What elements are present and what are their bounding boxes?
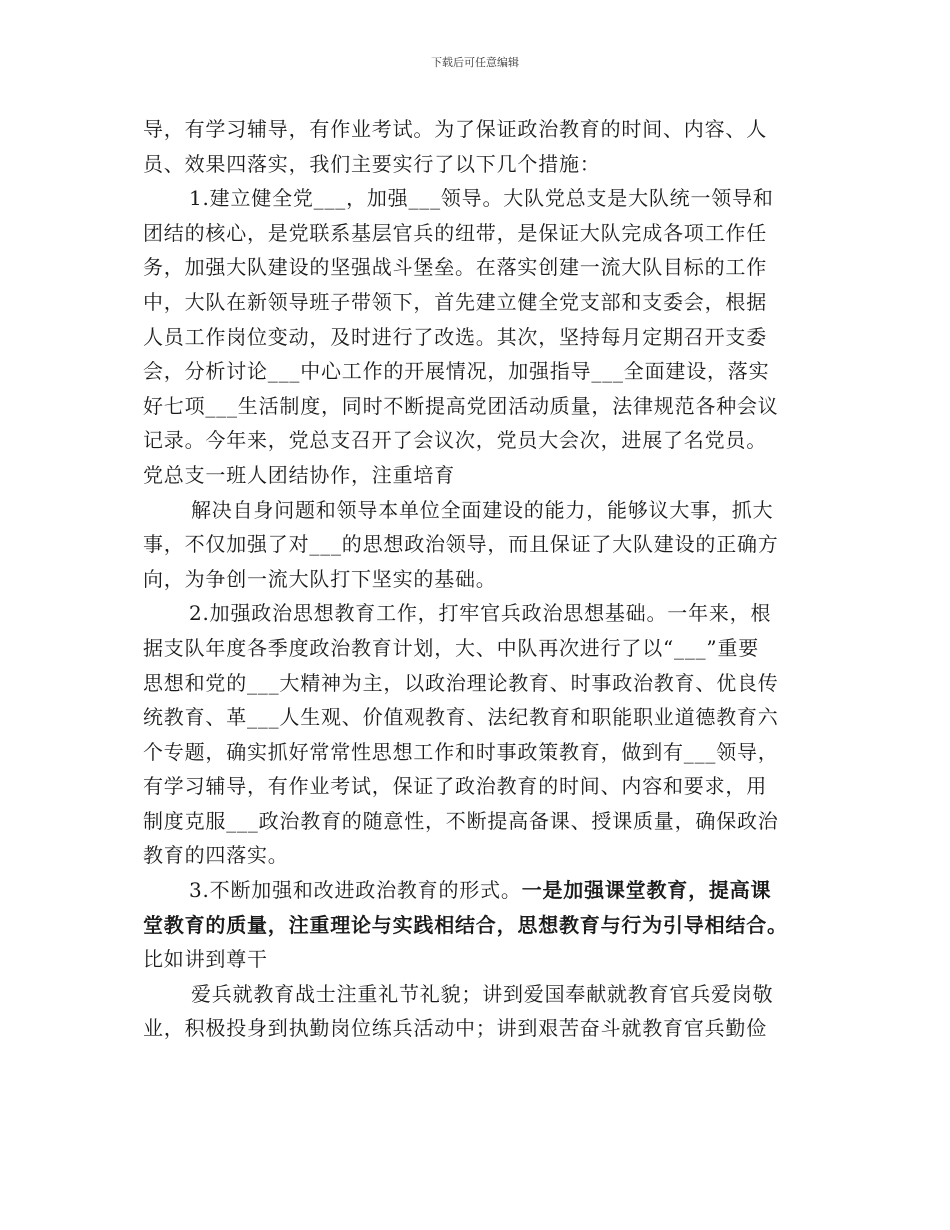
text-line: 爱兵就教育战士注重礼节礼貌；讲到爱国奉献就教育官兵爱岗敬 [191,981,774,1006]
text-line: 据支队年度各季度政治教育计划，大、中队再次进行了以“___”重要 [143,635,760,660]
text-line: 个专题，确实抓好常常性思想工作和时事政策教育，做到有___领导， [143,739,779,764]
text-line: 好七项___生活制度，同时不断提高党团活动质量，法律规范各种会议 [143,393,779,418]
text-line: 制度克服___政治教育的随意性，不断提高备课、授课质量，确保政治 [143,808,779,833]
text-line: 比如讲到尊干 [143,947,268,972]
text-line: 3.不断加强和改进政治教育的形式。一是加强课堂教育，提高课 [189,878,772,903]
text-line: 党总支一班人团结协作，注重培育 [143,462,455,487]
text-line: 员、效果四落实，我们主要实行了以下几个措施： [143,151,601,176]
bold-text: 一是加强课堂教育，提高课 [521,878,772,903]
text-line: 统教育、革___人生观、价值观教育、法纪教育和职能职业道德教育六 [143,705,779,730]
text-line: 业，积极投身到执勤岗位练兵活动中；讲到艰苦奋斗就教育官兵勤俭 [143,1016,767,1041]
text-line: 务，加强大队建设的坚强战斗堡垒。在落实创建一流大队目标的工作 [143,255,767,280]
text-line: 导，有学习辅导，有作业考试。为了保证政治教育的时间、内容、人 [143,117,767,141]
text-line: 会，分析讨论___中心工作的开展情况，加强指导___全面建设，落实 [143,359,770,384]
text-line: 2.加强政治思想教育工作，打牢官兵政治思想基础。一年来，根 [189,601,772,626]
text-line: 中，大队在新领导班子带领下，首先建立健全党支部和支委会，根据 [143,289,767,314]
text-line: 团结的核心，是党联系基层官兵的纽带，是保证大队完成各项工作任 [143,220,767,245]
text-line: 1.建立健全党___，加强___领导。大队党总支是大队统一领导和 [189,186,774,211]
text-line: 向，为争创一流大队打下坚实的基础。 [143,566,497,591]
document-body [143,112,815,1046]
page-header: 下载后可任意编辑 [431,56,519,69]
text-line [143,908,815,943]
text-line: 记录。今年来，党总支召开了会议次，党员大会次，进展了名党员。 [143,428,767,453]
bold-text: 堂教育的质量，注重理论与实践相结合，思想教育与行为引导相结合。 [143,912,788,937]
text-line: 事，不仅加强了对___的思想政治领导，而且保证了大队建设的正确方 [143,532,779,557]
text-line: 思想和党的___大精神为主，以政治理论教育、时事政治教育、优良传 [143,670,779,695]
text-line: 教育的四落实。 [143,843,289,868]
text-line: 人员工作岗位变动，及时进行了改选。其次，坚持每月定期召开支委 [143,324,767,349]
text-line: 有学习辅导，有作业考试，保证了政治教育的时间、内容和要求，用 [143,774,767,799]
text-line: 解决自身问题和领导本单位全面建设的能力，能够议大事，抓大 [191,497,774,522]
